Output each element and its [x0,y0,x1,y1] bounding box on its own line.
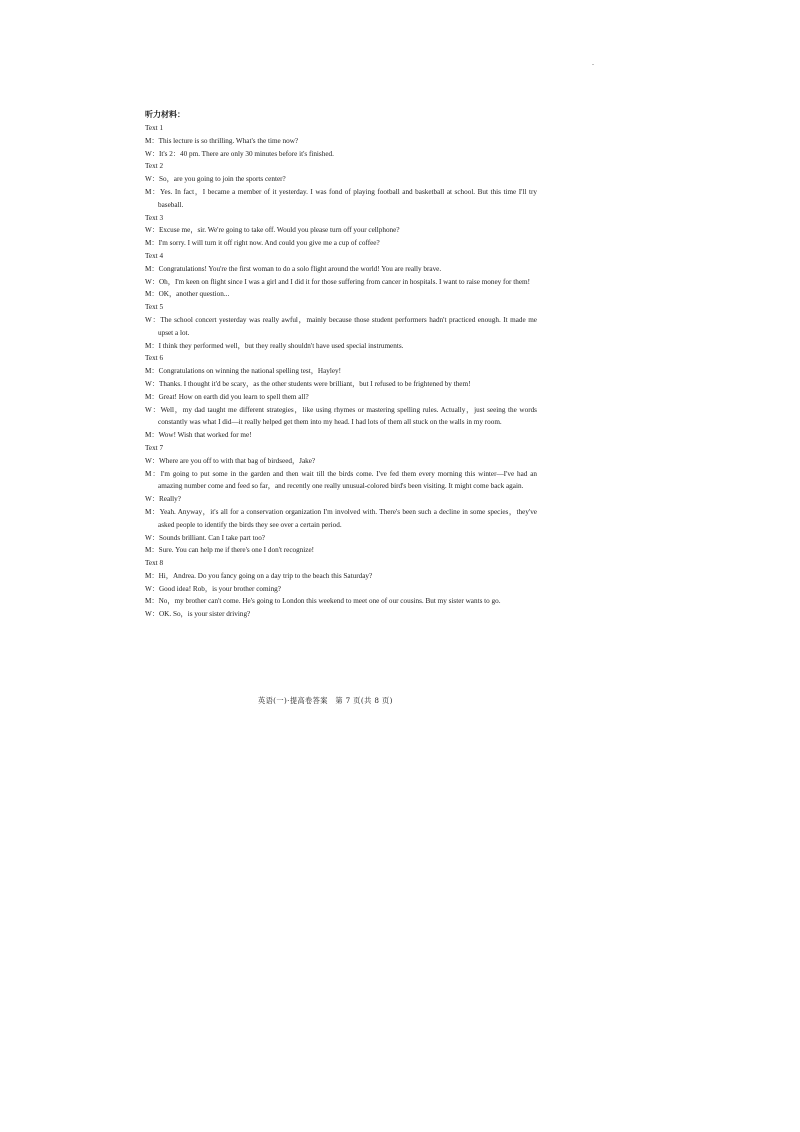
utterance-text: Oh，I'm keen on flight since I was a girl and I did it for those suffering from cancer in hospitals. I want to raise money for them! [158,277,531,286]
speaker-tag: M： [145,341,159,350]
dialogue-line [145,544,537,557]
dialogue-line [145,288,537,301]
utterance-text: Sure. You can help me if there's one I don't recognize! [158,546,315,555]
speaker-tag: M： [145,431,159,440]
speaker-tag: W： [145,149,159,158]
dialogue-line [145,391,537,404]
dialogue-section [145,352,537,442]
utterance-text: I'm sorry. I will turn it off right now. And could you give me a cup of coffee? [158,239,380,248]
speaker-tag: W： [145,175,159,184]
utterance-text: Wow! Wish that worked for me! [158,431,252,440]
dialogue-section [145,442,537,557]
speaker-tag: W： [145,226,159,235]
speaker-tag: M： [145,392,159,401]
utterance-text: Hi，Andrea. Do you fancy going on a day trip to the beach this Saturday? [158,571,373,580]
dialogue-line [145,404,537,430]
dialogue-line [145,506,537,532]
dialogue-label: Text 3 [145,213,164,222]
utterance-text: Yeah. Anyway，it's all for a conservation organization I'm involved with. There's been such a decline in some species，they've asked people to identify the birds they see over a certain period. [158,507,537,529]
speaker-tag: W： [145,610,159,619]
speaker-tag: M： [145,571,159,580]
speaker-tag: W： [145,456,159,465]
dialogue-line [145,378,537,391]
utterance-text: Excuse me，sir. We're going to take off. Would you please turn off your cellphone? [158,226,400,235]
dialogue-label: Text 6 [145,354,164,363]
dialogue-line [145,532,537,545]
dialogue-line [145,173,537,186]
utterance-text: Really? [158,495,181,504]
dialogue-line [145,455,537,468]
dialogue-line [145,493,537,506]
speaker-tag: W： [145,495,159,504]
dialogue-line [145,429,537,442]
speaker-tag: M： [145,290,159,299]
utterance-text: Thanks. I thought it'd be scary，as the other students were brilliant，but I refused to be frightened by them! [158,379,471,388]
dialogue-line [145,608,537,621]
dialogue-line [145,314,537,340]
speaker-tag: M： [145,597,159,606]
page-footer: 英语(一)·提高卷答案 第 7 页(共 8 页) [258,696,393,705]
speaker-tag: W： [145,277,159,286]
utterance-text: Congratulations on winning the national spelling test，Hayley! [158,367,342,376]
speaker-tag: M： [145,239,159,248]
utterance-text: It's 2：40 pm. There are only 30 minutes before it's finished. [158,149,334,158]
utterance-text: Congratulations! You're the first woman to do a solo flight around the world! You are really brave. [158,264,442,273]
utterance-text: The school concert yesterday was really awful，mainly because those student performers hadn't practiced enough. It made me upset a lot. [158,315,537,337]
utterance-text: Sounds brilliant. Can I take part too? [158,533,265,542]
dialogue-label: Text 1 [145,124,164,132]
utterance-text: Where are you off to with that bag of birdseed，Jake? [158,456,316,465]
dialogue-line [145,340,537,353]
dialogue-line [145,263,537,276]
dialogue-line [145,148,537,161]
dialogue-section [145,557,537,621]
dialogue-section [145,160,537,211]
speaker-tag: W： [145,315,161,324]
dialogue-line [145,570,537,583]
dialogue-label: Text 5 [145,303,164,312]
speaker-tag: M： [145,546,159,555]
dialogue-line [145,276,537,289]
dialogue-line [145,468,537,494]
utterance-text: Yes. In fact，I became a member of it yesterday. I was fond of playing football and basketball at school. But this time I'll try baseball. [158,187,537,209]
dialogue-line [145,595,537,608]
dialogue-line [145,224,537,237]
dialogue-label: Text 2 [145,162,164,171]
dialogue-section [145,212,537,250]
utterance-text: I'm going to put some in the garden and then wait till the birds come. I've fed them every morning this winter—I've had an amazing number come and feed so far，and recently one really unusual-colored bird's been visiting. It might come back again. [158,469,537,491]
utterance-text: This lecture is so thrilling. What's the time now? [158,136,299,145]
utterance-text: So，are you going to join the sports center? [158,175,286,184]
speaker-tag: M： [145,367,159,376]
speaker-tag: M： [145,507,160,516]
utterance-text: Well，my dad taught me different strategies，like using rhymes or mastering spelling rules. Actually，just seeing the words constantly was what I did—it really helped get them into my head. I had lots of them all stuck on the walls in my room. [158,405,537,427]
utterance-text: OK，another question... [158,290,230,299]
dialogue-line [145,365,537,378]
speaker-tag: M： [145,187,161,196]
speaker-tag: M： [145,136,159,145]
section-heading: 听力材料： [145,110,185,119]
speaker-tag: M： [145,469,161,478]
listening-transcript [145,108,537,621]
dialogue-label: Text 4 [145,251,164,260]
speaker-tag: W： [145,379,159,388]
dialogue-section [145,122,537,160]
dialogue-line [145,583,537,596]
dialogue-line [145,186,537,212]
dialogue-label: Text 7 [145,443,164,452]
dialogue-section [145,250,537,301]
dialogue-line [145,135,537,148]
dialogue-line [145,237,537,250]
utterance-text: Good idea! Rob，is your brother coming? [158,584,281,593]
speaker-tag: M： [145,264,159,273]
corner-mark: - [592,62,594,68]
dialogue-label: Text 8 [145,559,164,568]
speaker-tag: W： [145,405,161,414]
utterance-text: Great! How on earth did you learn to spell them all? [158,392,309,401]
speaker-tag: W： [145,533,159,542]
utterance-text: OK. So，is your sister driving? [158,610,251,619]
utterance-text: I think they performed well，but they really shouldn't have used special instruments. [158,341,404,350]
utterance-text: No，my brother can't come. He's going to London this weekend to meet one of our cousins. But my sister wants to go. [158,597,501,606]
dialogue-section [145,301,537,352]
speaker-tag: W： [145,584,159,593]
texts-container [145,122,537,621]
